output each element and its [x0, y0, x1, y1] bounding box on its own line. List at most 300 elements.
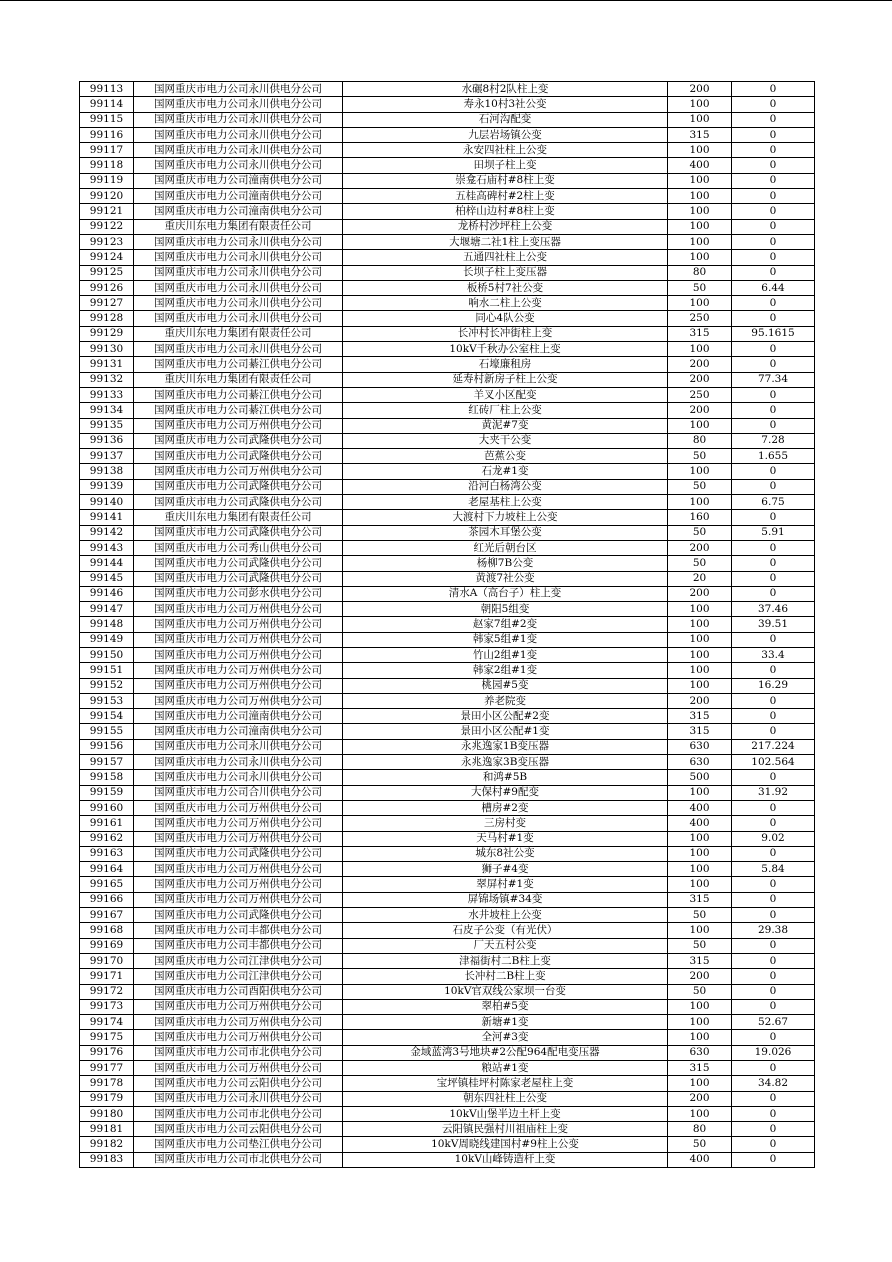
org-cell: 国网重庆市电力公司潼南供电分公司 — [134, 173, 343, 188]
org-cell: 国网重庆市电力公司万州供电分公司 — [134, 892, 343, 907]
capacity-cell: 200 — [668, 372, 732, 387]
org-cell: 国网重庆市电力公司武隆供电分公司 — [134, 846, 343, 861]
name-cell: 田坝子柱上变 — [343, 158, 668, 173]
value-cell: 0 — [732, 127, 815, 142]
table-row — [80, 816, 815, 831]
name-cell: 10kV官双线公家坝一台变 — [343, 984, 668, 999]
org-cell: 国网重庆市电力公司永川供电分公司 — [134, 250, 343, 265]
name-cell: 三房村变 — [343, 816, 668, 831]
table-row — [80, 969, 815, 984]
name-cell: 黄泥#7变 — [343, 418, 668, 433]
table-row — [80, 97, 815, 112]
name-cell: 响水二柱上公变 — [343, 296, 668, 311]
capacity-cell: 50 — [668, 479, 732, 494]
table-row — [80, 1152, 815, 1167]
name-cell: 云阳镇民强村川祖庙柱上变 — [343, 1122, 668, 1137]
name-cell: 养老院变 — [343, 693, 668, 708]
name-cell: 朝东四社柱上公变 — [343, 1091, 668, 1106]
table-row — [80, 219, 815, 234]
value-cell: 0 — [732, 265, 815, 280]
value-cell: 34.82 — [732, 1076, 815, 1091]
capacity-cell: 100 — [668, 112, 732, 127]
capacity-cell: 100 — [668, 999, 732, 1014]
table-row — [80, 739, 815, 754]
org-cell: 国网重庆市电力公司武隆供电分公司 — [134, 449, 343, 464]
capacity-cell: 100 — [668, 219, 732, 234]
capacity-cell: 100 — [668, 678, 732, 693]
name-cell: 大保村#9配变 — [343, 785, 668, 800]
value-cell: 0 — [732, 418, 815, 433]
id-cell: 99160 — [80, 800, 134, 815]
capacity-cell: 100 — [668, 464, 732, 479]
name-cell: 粮站#1变 — [343, 1061, 668, 1076]
org-cell: 国网重庆市电力公司綦江供电分公司 — [134, 387, 343, 402]
table-row — [80, 510, 815, 525]
org-cell: 国网重庆市电力公司永川供电分公司 — [134, 112, 343, 127]
org-cell: 国网重庆市电力公司江津供电分公司 — [134, 953, 343, 968]
value-cell: 0 — [732, 1091, 815, 1106]
id-cell: 99135 — [80, 418, 134, 433]
value-cell: 0 — [732, 112, 815, 127]
id-cell: 99151 — [80, 663, 134, 678]
capacity-cell: 80 — [668, 265, 732, 280]
name-cell: 水碾8村2队柱上变 — [343, 82, 668, 97]
name-cell: 延寿村新房子柱上公变 — [343, 372, 668, 387]
table-row — [80, 342, 815, 357]
org-cell: 国网重庆市电力公司丰都供电分公司 — [134, 938, 343, 953]
capacity-cell: 100 — [668, 1030, 732, 1045]
transformer-table — [79, 81, 815, 1168]
id-cell: 99150 — [80, 647, 134, 662]
name-cell: 永兆逸家3B变压器 — [343, 755, 668, 770]
table-row — [80, 602, 815, 617]
name-cell: 狮子#4变 — [343, 862, 668, 877]
capacity-cell: 100 — [668, 189, 732, 204]
org-cell: 国网重庆市电力公司万州供电分公司 — [134, 831, 343, 846]
name-cell: 红砖厂柱上公变 — [343, 403, 668, 418]
table-row — [80, 877, 815, 892]
org-cell: 国网重庆市电力公司潼南供电分公司 — [134, 189, 343, 204]
table-row — [80, 770, 815, 785]
org-cell: 国网重庆市电力公司永川供电分公司 — [134, 755, 343, 770]
name-cell: 清水A（高台子）柱上变 — [343, 586, 668, 601]
table-row — [80, 158, 815, 173]
id-cell: 99129 — [80, 326, 134, 341]
org-cell: 国网重庆市电力公司武隆供电分公司 — [134, 908, 343, 923]
value-cell: 0 — [732, 510, 815, 525]
id-cell: 99163 — [80, 846, 134, 861]
org-cell: 国网重庆市电力公司万州供电分公司 — [134, 647, 343, 662]
capacity-cell: 250 — [668, 387, 732, 402]
id-cell: 99130 — [80, 342, 134, 357]
value-cell: 0 — [732, 1137, 815, 1152]
org-cell: 国网重庆市电力公司万州供电分公司 — [134, 1061, 343, 1076]
table-row — [80, 953, 815, 968]
capacity-cell: 100 — [668, 831, 732, 846]
capacity-cell: 100 — [668, 204, 732, 219]
org-cell: 国网重庆市电力公司万州供电分公司 — [134, 602, 343, 617]
org-cell: 国网重庆市电力公司万州供电分公司 — [134, 632, 343, 647]
org-cell: 国网重庆市电力公司秀山供电分公司 — [134, 540, 343, 555]
value-cell: 0 — [732, 540, 815, 555]
id-cell: 99164 — [80, 862, 134, 877]
id-cell: 99159 — [80, 785, 134, 800]
capacity-cell: 100 — [668, 342, 732, 357]
org-cell: 国网重庆市电力公司永川供电分公司 — [134, 296, 343, 311]
capacity-cell: 315 — [668, 1061, 732, 1076]
id-cell: 99183 — [80, 1152, 134, 1167]
value-cell: 0 — [732, 143, 815, 158]
id-cell: 99114 — [80, 97, 134, 112]
name-cell: 竹山2组#1变 — [343, 647, 668, 662]
name-cell: 柏梓山边村#8柱上变 — [343, 204, 668, 219]
id-cell: 99170 — [80, 953, 134, 968]
id-cell: 99118 — [80, 158, 134, 173]
name-cell: 韩家2组#1变 — [343, 663, 668, 678]
name-cell: 翠屏村#1变 — [343, 877, 668, 892]
capacity-cell: 200 — [668, 403, 732, 418]
value-cell: 52.67 — [732, 1015, 815, 1030]
org-cell: 国网重庆市电力公司市北供电分公司 — [134, 1045, 343, 1060]
org-cell: 国网重庆市电力公司武隆供电分公司 — [134, 479, 343, 494]
name-cell: 茶园木耳堡公变 — [343, 525, 668, 540]
table-row — [80, 525, 815, 540]
table-row — [80, 709, 815, 724]
capacity-cell: 50 — [668, 449, 732, 464]
id-cell: 99133 — [80, 387, 134, 402]
org-cell: 国网重庆市电力公司永川供电分公司 — [134, 311, 343, 326]
id-cell: 99121 — [80, 204, 134, 219]
id-cell: 99156 — [80, 739, 134, 754]
table-row — [80, 678, 815, 693]
value-cell: 0 — [732, 387, 815, 402]
id-cell: 99126 — [80, 280, 134, 295]
id-cell: 99122 — [80, 219, 134, 234]
value-cell: 6.75 — [732, 495, 815, 510]
id-cell: 99162 — [80, 831, 134, 846]
table-row — [80, 617, 815, 632]
org-cell: 国网重庆市电力公司万州供电分公司 — [134, 862, 343, 877]
id-cell: 99132 — [80, 372, 134, 387]
value-cell: 0 — [732, 82, 815, 97]
org-cell: 重庆川东电力集团有限责任公司 — [134, 326, 343, 341]
org-cell: 国网重庆市电力公司彭水供电分公司 — [134, 586, 343, 601]
id-cell: 99181 — [80, 1122, 134, 1137]
name-cell: 长坝子柱上变压器 — [343, 265, 668, 280]
name-cell: 五桂高碑村#2柱上变 — [343, 189, 668, 204]
name-cell: 槽房#2变 — [343, 800, 668, 815]
org-cell: 国网重庆市电力公司万州供电分公司 — [134, 800, 343, 815]
org-cell: 国网重庆市电力公司綦江供电分公司 — [134, 403, 343, 418]
name-cell: 韩家5组#1变 — [343, 632, 668, 647]
name-cell: 津福街村二B柱上变 — [343, 953, 668, 968]
name-cell: 赵家7组#2变 — [343, 617, 668, 632]
name-cell: 屏锦场镇#34变 — [343, 892, 668, 907]
capacity-cell: 100 — [668, 923, 732, 938]
id-cell: 99152 — [80, 678, 134, 693]
table-row — [80, 1045, 815, 1060]
table-row — [80, 724, 815, 739]
value-cell: 0 — [732, 892, 815, 907]
value-cell: 0 — [732, 296, 815, 311]
id-cell: 99158 — [80, 770, 134, 785]
value-cell: 0 — [732, 189, 815, 204]
org-cell: 国网重庆市电力公司万州供电分公司 — [134, 464, 343, 479]
value-cell: 217.224 — [732, 739, 815, 754]
table-row — [80, 556, 815, 571]
name-cell: 宝坪镇桂坪村陈家老屋柱上变 — [343, 1076, 668, 1091]
id-cell: 99157 — [80, 755, 134, 770]
name-cell: 黄渡7社公变 — [343, 571, 668, 586]
value-cell: 0 — [732, 709, 815, 724]
name-cell: 长冲村长冲街柱上变 — [343, 326, 668, 341]
name-cell: 红光后朝台区 — [343, 540, 668, 555]
name-cell: 朝阳5组变 — [343, 602, 668, 617]
value-cell: 0 — [732, 663, 815, 678]
org-cell: 国网重庆市电力公司武隆供电分公司 — [134, 571, 343, 586]
capacity-cell: 100 — [668, 234, 732, 249]
org-cell: 国网重庆市电力公司武隆供电分公司 — [134, 433, 343, 448]
org-cell: 国网重庆市电力公司万州供电分公司 — [134, 418, 343, 433]
id-cell: 99120 — [80, 189, 134, 204]
value-cell: 6.44 — [732, 280, 815, 295]
table-row — [80, 173, 815, 188]
capacity-cell: 630 — [668, 739, 732, 754]
name-cell: 九层岩场镇公变 — [343, 127, 668, 142]
table-row — [80, 1076, 815, 1091]
capacity-cell: 400 — [668, 158, 732, 173]
name-cell: 大夹干公变 — [343, 433, 668, 448]
table-body — [80, 82, 815, 1168]
id-cell: 99124 — [80, 250, 134, 265]
value-cell: 0 — [732, 953, 815, 968]
capacity-cell: 100 — [668, 663, 732, 678]
name-cell: 景田小区公配#1变 — [343, 724, 668, 739]
capacity-cell: 250 — [668, 311, 732, 326]
name-cell: 天马村#1变 — [343, 831, 668, 846]
table-row — [80, 372, 815, 387]
name-cell: 老屋基柱上公变 — [343, 495, 668, 510]
value-cell: 0 — [732, 464, 815, 479]
capacity-cell: 315 — [668, 724, 732, 739]
org-cell: 国网重庆市电力公司市北供电分公司 — [134, 1106, 343, 1121]
org-cell: 国网重庆市电力公司云阳供电分公司 — [134, 1122, 343, 1137]
capacity-cell: 100 — [668, 846, 732, 861]
value-cell: 0 — [732, 403, 815, 418]
value-cell: 0 — [732, 846, 815, 861]
org-cell: 国网重庆市电力公司潼南供电分公司 — [134, 204, 343, 219]
name-cell: 新塘#1变 — [343, 1015, 668, 1030]
id-cell: 99168 — [80, 923, 134, 938]
name-cell: 翠柏#5变 — [343, 999, 668, 1014]
capacity-cell: 100 — [668, 97, 732, 112]
id-cell: 99146 — [80, 586, 134, 601]
value-cell: 0 — [732, 173, 815, 188]
capacity-cell: 200 — [668, 357, 732, 372]
value-cell: 5.84 — [732, 862, 815, 877]
id-cell: 99149 — [80, 632, 134, 647]
table-row — [80, 112, 815, 127]
table-row — [80, 418, 815, 433]
capacity-cell: 400 — [668, 816, 732, 831]
id-cell: 99179 — [80, 1091, 134, 1106]
id-cell: 99131 — [80, 357, 134, 372]
org-cell: 国网重庆市电力公司永川供电分公司 — [134, 342, 343, 357]
id-cell: 99115 — [80, 112, 134, 127]
table-row — [80, 464, 815, 479]
id-cell: 99153 — [80, 693, 134, 708]
id-cell: 99144 — [80, 556, 134, 571]
value-cell: 0 — [732, 342, 815, 357]
id-cell: 99127 — [80, 296, 134, 311]
name-cell: 10kV周晓线建国村#9柱上公变 — [343, 1137, 668, 1152]
capacity-cell: 100 — [668, 296, 732, 311]
org-cell: 国网重庆市电力公司垫江供电分公司 — [134, 1137, 343, 1152]
value-cell: 0 — [732, 1106, 815, 1121]
id-cell: 99167 — [80, 908, 134, 923]
table-row — [80, 755, 815, 770]
table-row — [80, 1137, 815, 1152]
id-cell: 99137 — [80, 449, 134, 464]
value-cell: 102.564 — [732, 755, 815, 770]
capacity-cell: 50 — [668, 938, 732, 953]
capacity-cell: 315 — [668, 892, 732, 907]
value-cell: 0 — [732, 693, 815, 708]
table-row — [80, 1091, 815, 1106]
value-cell: 0 — [732, 938, 815, 953]
capacity-cell: 50 — [668, 984, 732, 999]
id-cell: 99155 — [80, 724, 134, 739]
table-row — [80, 265, 815, 280]
name-cell: 沿河白杨湾公变 — [343, 479, 668, 494]
id-cell: 99173 — [80, 999, 134, 1014]
value-cell: 0 — [732, 770, 815, 785]
table-row — [80, 586, 815, 601]
table-row — [80, 663, 815, 678]
org-cell: 国网重庆市电力公司永川供电分公司 — [134, 143, 343, 158]
value-cell: 0 — [732, 556, 815, 571]
value-cell: 0 — [732, 1061, 815, 1076]
table-row — [80, 280, 815, 295]
capacity-cell: 100 — [668, 632, 732, 647]
name-cell: 杨柳7B公变 — [343, 556, 668, 571]
capacity-cell: 50 — [668, 525, 732, 540]
org-cell: 重庆川东电力集团有限责任公司 — [134, 510, 343, 525]
id-cell: 99161 — [80, 816, 134, 831]
capacity-cell: 100 — [668, 1015, 732, 1030]
org-cell: 国网重庆市电力公司万州供电分公司 — [134, 1030, 343, 1045]
capacity-cell: 100 — [668, 143, 732, 158]
capacity-cell: 50 — [668, 1137, 732, 1152]
name-cell: 石皮子公变（有光伏） — [343, 923, 668, 938]
org-cell: 国网重庆市电力公司万州供电分公司 — [134, 678, 343, 693]
capacity-cell: 50 — [668, 908, 732, 923]
name-cell: 水井坡柱上公变 — [343, 908, 668, 923]
value-cell: 0 — [732, 250, 815, 265]
name-cell: 石壕廉租房 — [343, 357, 668, 372]
id-cell: 99116 — [80, 127, 134, 142]
value-cell: 37.46 — [732, 602, 815, 617]
capacity-cell: 20 — [668, 571, 732, 586]
value-cell: 0 — [732, 908, 815, 923]
capacity-cell: 100 — [668, 250, 732, 265]
id-cell: 99138 — [80, 464, 134, 479]
name-cell: 厂天五村公变 — [343, 938, 668, 953]
value-cell: 0 — [732, 571, 815, 586]
name-cell: 龙桥村沙坪柱上公变 — [343, 219, 668, 234]
capacity-cell: 200 — [668, 969, 732, 984]
value-cell: 0 — [732, 357, 815, 372]
capacity-cell: 315 — [668, 953, 732, 968]
id-cell: 99165 — [80, 877, 134, 892]
value-cell: 0 — [732, 724, 815, 739]
id-cell: 99117 — [80, 143, 134, 158]
id-cell: 99145 — [80, 571, 134, 586]
org-cell: 国网重庆市电力公司永川供电分公司 — [134, 234, 343, 249]
capacity-cell: 200 — [668, 1091, 732, 1106]
value-cell: 29.38 — [732, 923, 815, 938]
value-cell: 0 — [732, 311, 815, 326]
table-row — [80, 127, 815, 142]
table-row — [80, 234, 815, 249]
org-cell: 国网重庆市电力公司潼南供电分公司 — [134, 709, 343, 724]
name-cell: 板桥5村7社公变 — [343, 280, 668, 295]
org-cell: 国网重庆市电力公司万州供电分公司 — [134, 693, 343, 708]
org-cell: 国网重庆市电力公司江津供电分公司 — [134, 969, 343, 984]
table-row — [80, 800, 815, 815]
org-cell: 国网重庆市电力公司酉阳供电分公司 — [134, 984, 343, 999]
table-row — [80, 143, 815, 158]
table-row — [80, 831, 815, 846]
value-cell: 0 — [732, 586, 815, 601]
org-cell: 国网重庆市电力公司万州供电分公司 — [134, 877, 343, 892]
id-cell: 99119 — [80, 173, 134, 188]
capacity-cell: 50 — [668, 280, 732, 295]
value-cell: 1.655 — [732, 449, 815, 464]
id-cell: 99140 — [80, 495, 134, 510]
name-cell: 五通四社柱上公变 — [343, 250, 668, 265]
table-row — [80, 908, 815, 923]
table-row — [80, 449, 815, 464]
org-cell: 国网重庆市电力公司万州供电分公司 — [134, 816, 343, 831]
value-cell: 0 — [732, 97, 815, 112]
table-row — [80, 1015, 815, 1030]
name-cell: 长冲村二B柱上变 — [343, 969, 668, 984]
id-cell: 99113 — [80, 82, 134, 97]
capacity-cell: 315 — [668, 127, 732, 142]
capacity-cell: 80 — [668, 1122, 732, 1137]
capacity-cell: 100 — [668, 173, 732, 188]
value-cell: 0 — [732, 984, 815, 999]
name-cell: 永安四社柱上公变 — [343, 143, 668, 158]
value-cell: 0 — [732, 999, 815, 1014]
table-row — [80, 204, 815, 219]
table-row — [80, 433, 815, 448]
name-cell: 和鸿#5B — [343, 770, 668, 785]
table-row — [80, 938, 815, 953]
id-cell: 99139 — [80, 479, 134, 494]
value-cell: 0 — [732, 1122, 815, 1137]
org-cell: 重庆川东电力集团有限责任公司 — [134, 219, 343, 234]
value-cell: 31.92 — [732, 785, 815, 800]
name-cell: 寿永10村3社公变 — [343, 97, 668, 112]
table-row — [80, 1106, 815, 1121]
org-cell: 国网重庆市电力公司永川供电分公司 — [134, 1091, 343, 1106]
name-cell: 石河沟配变 — [343, 112, 668, 127]
table-row — [80, 403, 815, 418]
table-row — [80, 495, 815, 510]
value-cell: 0 — [732, 800, 815, 815]
